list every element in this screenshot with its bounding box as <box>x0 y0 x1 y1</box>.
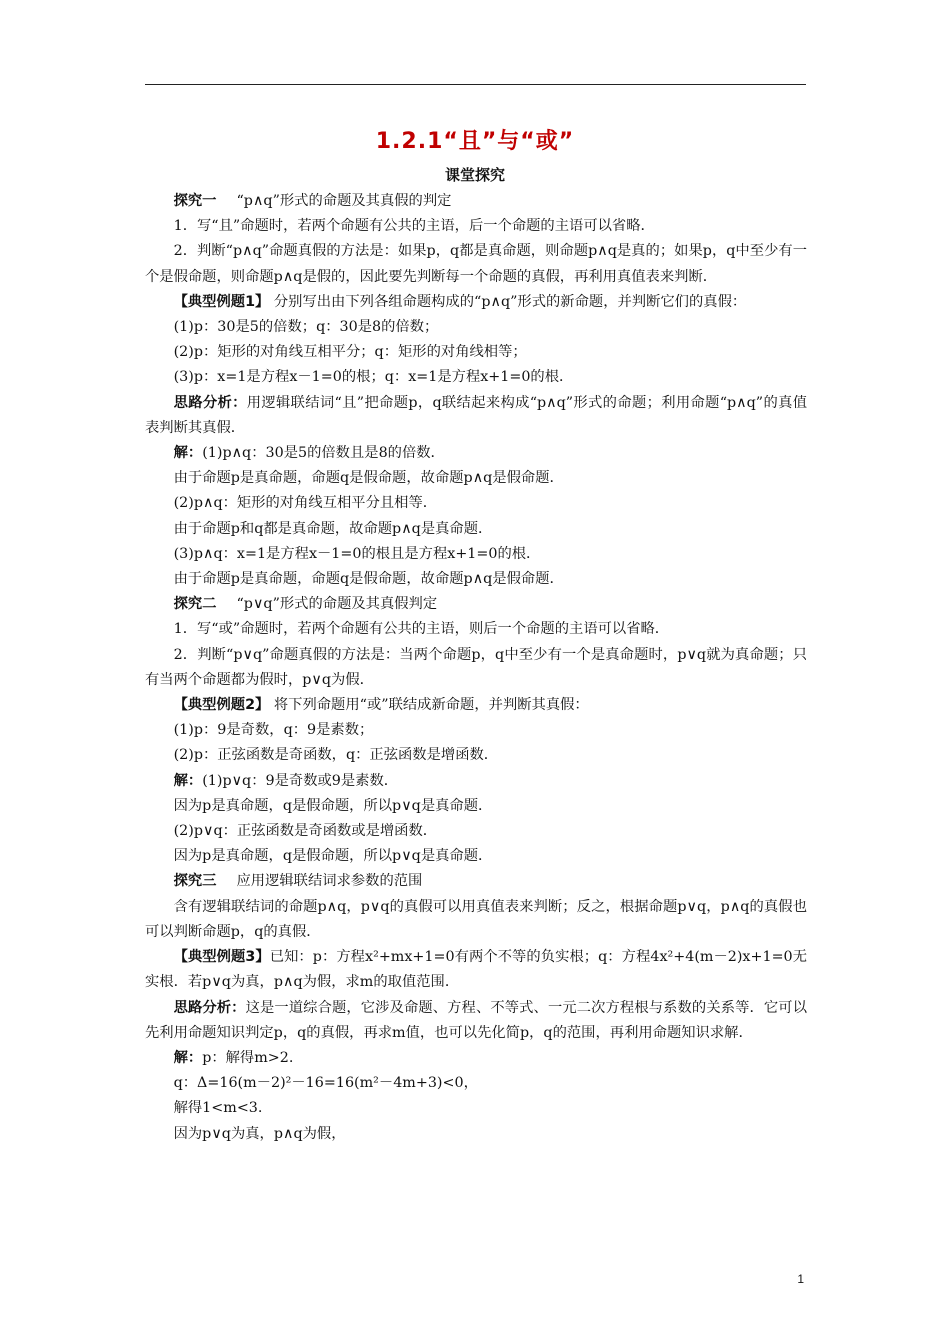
paragraph-label: 【典型例题2】 <box>173 697 270 714</box>
paragraph <box>145 290 807 315</box>
paragraph-text: 将下列命题用“或”联结成新命题，并判断其真假： <box>269 697 589 714</box>
paragraph-label: 思路分析： <box>173 999 246 1016</box>
paragraph-text: 由于命题p是真命题，命题q是假命题，故命题p∧q是假命题． <box>173 571 564 588</box>
paragraph <box>145 693 807 718</box>
paragraph-text: (1)p∧q：30是5的倍数且是8的倍数． <box>202 445 445 462</box>
paragraph <box>145 365 807 390</box>
paragraph-text: (2)p∧q：矩形的对角线互相平分且相等． <box>173 495 438 512</box>
paragraph <box>145 844 807 869</box>
page-number: 1 <box>797 1272 804 1286</box>
document-body <box>145 189 807 1147</box>
paragraph <box>145 214 807 239</box>
paragraph-text: p：解得m>2. <box>202 1049 294 1066</box>
paragraph <box>145 1046 807 1071</box>
paragraph-text: q：Δ=16(m－2)²－16=16(m²－4m+3)<0， <box>173 1075 478 1092</box>
section-subtitle: 课堂探究 <box>444 166 505 184</box>
paragraph-label: 解： <box>173 445 203 462</box>
paragraph-label: 思路分析： <box>173 394 247 411</box>
paragraph-label: 【典型例题3】 <box>173 949 270 966</box>
paragraph-text: 因为p∨q为真，p∧q为假， <box>173 1125 346 1142</box>
paragraph <box>145 643 807 693</box>
paragraph-text: 分别写出由下列各组命题构成的“p∧q”形式的新命题，并判断它们的真假： <box>269 293 747 310</box>
paragraph <box>145 466 807 491</box>
paragraph-text: (2)p∨q：正弦函数是奇函数或是增函数． <box>173 823 438 840</box>
paragraph <box>145 617 807 642</box>
paragraph-text: 因为p是真命题，q是假命题，所以p∨q是真命题． <box>173 848 493 865</box>
paragraph <box>145 567 807 592</box>
paragraph <box>145 441 807 466</box>
paragraph-text: 1．写“或”命题时，若两个命题有公共的主语，则后一个命题的主语可以省略． <box>173 621 670 638</box>
paragraph <box>145 340 807 365</box>
paragraph <box>145 769 807 794</box>
paragraph-label: 解： <box>173 1049 203 1066</box>
page-title: 1.2.1“且”与“或” <box>375 129 575 154</box>
paragraph <box>145 391 807 441</box>
paragraph-text: 因为p是真命题，q是假命题，所以p∨q是真命题． <box>173 797 493 814</box>
header-rule <box>145 84 806 85</box>
paragraph <box>145 743 807 768</box>
paragraph <box>145 794 807 819</box>
paragraph-text: 1．写“且”命题时，若两个命题有公共的主语，后一个命题的主语可以省略． <box>173 218 655 235</box>
paragraph-text: (1)p：30是5的倍数；q：30是8的倍数； <box>173 319 439 336</box>
paragraph <box>145 996 807 1046</box>
paragraph <box>145 542 807 567</box>
paragraph <box>145 517 807 542</box>
paragraph-label: 探究一 <box>173 193 217 209</box>
paragraph <box>145 895 807 945</box>
paragraph-text: 由于命题p是真命题，命题q是假命题，故命题p∧q是假命题． <box>173 470 564 487</box>
paragraph-text: 含有逻辑联结词的命题p∧q，p∨q的真假可以用真值表来判断；反之，根据命题p∨q，p∧q的真假也可以判断命题p，q的真假． <box>145 898 807 940</box>
paragraph <box>145 718 807 743</box>
paragraph-text: (3)p∧q：x=1是方程x－1=0的根且是方程x+1=0的根． <box>173 545 541 562</box>
paragraph <box>145 239 807 289</box>
paragraph <box>145 1096 807 1121</box>
paragraph <box>145 945 807 995</box>
paragraph-text: 解得1<m<3. <box>173 1100 263 1117</box>
paragraph-text: 2．判断“p∨q”命题真假的方法是：当两个命题p，q中至少有一个是真命题时，p∨q就为真命题；只有当两个命题都为假时，p∨q为假． <box>145 646 807 688</box>
paragraph-text: (1)p∨q：9是奇数或9是素数． <box>202 772 399 789</box>
paragraph-text: 应用逻辑联结词求参数的范围 <box>236 873 423 890</box>
paragraph <box>145 592 807 617</box>
paragraph-label: 探究三 <box>173 873 217 890</box>
paragraph <box>145 819 807 844</box>
paragraph-text: (3)p：x=1是方程x－1=0的根；q：x=1是方程x+1=0的根． <box>173 369 574 386</box>
paragraph-text: (1)p：9是奇数，q：9是素数； <box>173 722 374 739</box>
paragraph-label: 探究二 <box>173 596 217 613</box>
paragraph-text: (2)p：矩形的对角线互相平分；q：矩形的对角线相等； <box>173 344 527 361</box>
paragraph-text: (2)p：正弦函数是奇函数，q：正弦函数是增函数． <box>173 747 499 764</box>
paragraph-label: 解： <box>173 772 203 789</box>
paragraph-text: 已知：p：方程x²+mx+1=0有两个不等的负实根；q：方程4x²+4(m－2)x+1=0无实根．若p∨q为真，p∧q为假，求m的取值范围． <box>145 949 807 991</box>
paragraph <box>145 1071 807 1096</box>
paragraph-label: 【典型例题1】 <box>173 293 270 310</box>
paragraph-text: 2．判断“p∧q”命题真假的方法是：如果p，q都是真命题，则命题p∧q是真的；如果p，q中至少有一个是假命题，则命题p∧q是假的，因此要先判断每一个命题的真假，再利用真值表来判断． <box>145 243 807 285</box>
paragraph-text: “p∨q”形式的命题及其真假判定 <box>236 596 438 613</box>
paragraph-text: 用逻辑联结词“且”把命题p，q联结起来构成“p∧q”形式的命题；利用命题“p∧q”的真值表判断其真假． <box>145 394 807 436</box>
paragraph <box>145 491 807 516</box>
paragraph <box>145 1122 807 1147</box>
paragraph-text: 这是一道综合题，它涉及命题、方程、不等式、一元二次方程根与系数的关系等．它可以先利用命题知识判定p，q的真假，再求m值，也可以先化简p，q的范围，再利用命题知识求解． <box>145 999 808 1041</box>
paragraph-text: “p∧q”形式的命题及其真假的判定 <box>236 193 452 209</box>
paragraph <box>145 869 807 894</box>
paragraph <box>145 189 807 214</box>
paragraph-text: 由于命题p和q都是真命题，故命题p∧q是真命题． <box>173 520 493 537</box>
paragraph <box>145 315 807 340</box>
